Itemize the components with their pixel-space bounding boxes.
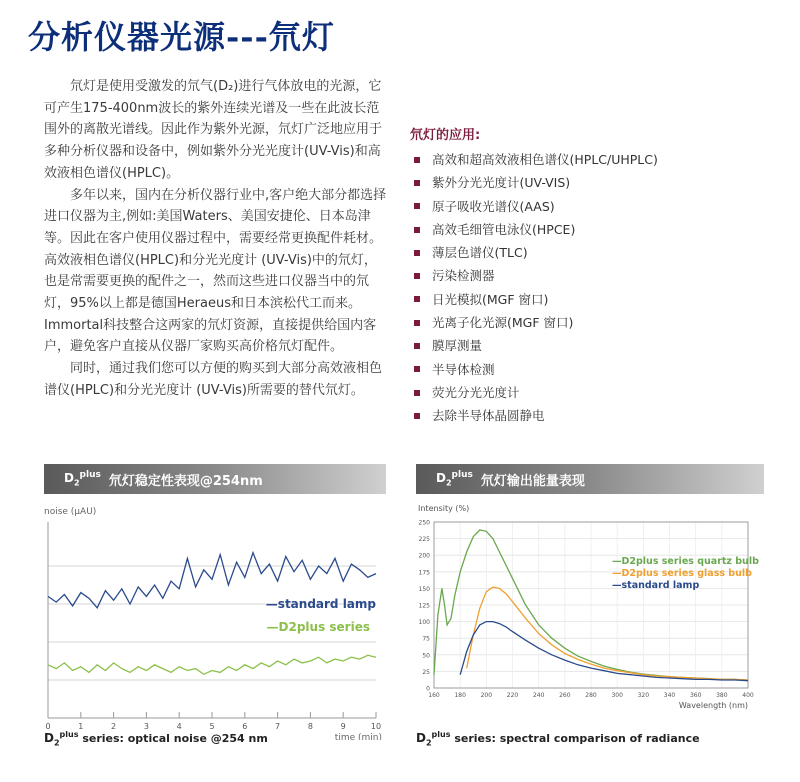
legend-quartz-bulb: —D2plus series quartz bulb (612, 556, 759, 567)
legend-d2plus-series: —D2plus series (266, 620, 370, 634)
noise-y-axis-label: noise (µAU) (44, 507, 97, 517)
x-tick-label: 280 (585, 692, 597, 699)
bullet-square-icon (414, 366, 420, 372)
y-tick-label: 150 (418, 585, 430, 593)
application-item (414, 148, 658, 171)
x-tick-label: 7 (275, 722, 281, 731)
noise-banner-d2plus: $D_2^{plus}$ (64, 470, 101, 488)
x-tick-label: 1 (78, 722, 84, 731)
x-tick-label: 6 (242, 722, 248, 731)
x-tick-label: 380 (716, 692, 728, 699)
bullet-square-icon (414, 343, 420, 349)
application-item-label: 高效和超高效液相色谱仪(HPLC/UHPLC) (432, 152, 658, 167)
spectrum-banner-title: 氘灯输出能量表现 (480, 473, 585, 489)
application-item-label: 原子吸收光谱仪(AAS) (432, 198, 555, 214)
spectrum-chart-caption: $D_2^{plus}$ series: spectral comparison of radiance (416, 730, 700, 748)
legend-standard-lamp: —standard lamp (612, 580, 700, 591)
noise-chart (40, 500, 390, 740)
application-item-label: 半导体检测 (432, 361, 495, 377)
x-tick-label: 4 (176, 722, 182, 731)
series-line-2 (460, 622, 748, 681)
x-tick-label: 180 (454, 692, 466, 699)
x-tick-label: 240 (532, 692, 545, 699)
x-tick-label: 5 (209, 722, 215, 731)
spectrum-banner-d2plus: $D_2^{plus}$ (436, 470, 473, 488)
x-tick-label: 220 (506, 692, 519, 699)
bullet-square-icon (414, 296, 420, 302)
y-tick-label: 225 (418, 536, 430, 544)
y-tick-label: 175 (418, 569, 430, 577)
applications-list (414, 148, 658, 428)
x-tick-label: 360 (689, 692, 702, 699)
application-item (414, 404, 658, 427)
bullet-square-icon (414, 250, 420, 256)
x-tick-label: 400 (742, 692, 754, 699)
application-item-label: 污染检测器 (432, 268, 495, 284)
y-tick-label: 50 (422, 652, 430, 660)
y-tick-label: 100 (418, 619, 430, 627)
noise-x-axis-label: time (min) (334, 733, 382, 740)
application-item (414, 288, 658, 311)
x-tick-label: 340 (663, 692, 676, 699)
x-tick-label: 320 (637, 692, 650, 699)
spectrum-chart (414, 500, 766, 722)
legend-standard-lamp: —standard lamp (265, 597, 376, 611)
noise-banner-title: 氘灯稳定性表现@254nm (108, 473, 263, 489)
application-item-label: 高效毛细管电泳仪(HPCE) (432, 221, 576, 237)
x-tick-label: 200 (480, 692, 493, 699)
bullet-square-icon (414, 180, 420, 186)
x-tick-label: 3 (143, 722, 149, 731)
application-item-label: 日光模拟(MGF 窗口) (432, 291, 549, 307)
application-item-label: 荧光分光光度计 (432, 384, 520, 400)
application-item-label: 紫外分光光度计(UV-VIS) (432, 175, 571, 191)
y-tick-label: 125 (418, 602, 430, 610)
x-tick-label: 8 (307, 722, 313, 731)
x-tick-label: 300 (611, 692, 623, 699)
application-item (414, 218, 658, 241)
application-item-label: 薄层色谱仪(TLC) (432, 245, 528, 261)
application-item (414, 264, 658, 287)
x-tick-label: 2 (111, 722, 117, 731)
spectrum-x-axis-label: Wavelength (nm) (678, 701, 748, 710)
y-tick-label: 200 (418, 552, 430, 560)
bullet-square-icon (414, 273, 420, 279)
y-tick-label: 0 (426, 685, 430, 693)
legend-glass-bulb: —D2plus series glass bulb (612, 568, 752, 579)
application-item (414, 241, 658, 264)
intro-paragraph-3: 同时，通过我们您可以方便的购买到大部分高效液相色谱仪(HPLC)和分光光度计 (UV-Vis)所需要的替代氘灯。 (44, 361, 383, 398)
application-item (414, 311, 658, 334)
intro-text (44, 76, 388, 402)
page-title: 分析仪器光源---氘灯 (28, 18, 335, 56)
application-item (414, 334, 658, 357)
application-item-label: 膜厚测量 (432, 338, 483, 354)
application-item (414, 171, 658, 194)
x-tick-label: 10 (370, 722, 382, 731)
application-item (414, 195, 658, 218)
x-tick-label: 0 (45, 722, 51, 731)
application-item-label: 光离子化光源(MGF 窗口) (432, 315, 574, 331)
y-tick-label: 75 (422, 635, 430, 643)
bullet-square-icon (414, 157, 420, 163)
bullet-square-icon (414, 390, 420, 396)
application-item (414, 358, 658, 381)
intro-paragraph-2: 多年以来，国内在分析仪器行业中,客户绝大部分都选择进口仪器为主,例如:美国Waters、美国安捷伦、日本岛津等。因此在客户使用仪器过程中，需要经常更换配件耗材。高效液相色谱仪(HPLC)和分光光度计 (UV-Vis)中的氘灯，也是常需要更换的配件之一，然而这些进口仪器当中的氘灯，95%以上都是德国Heraeus和日本滨松代工而来。Immortal科技整合这两家的氘灯资源，直接提供给国内客户，避免客户直接从仪器厂家购买高价格氘灯配件。 (44, 187, 387, 355)
series-line-1 (48, 655, 376, 674)
bullet-square-icon (414, 203, 420, 209)
intro-paragraph-1: 氘灯是使用受激发的氘气(D₂)进行气体放电的光源，它可产生175-400nm波长的紫外连续光谱及一些在此波长范围外的离散光谱线。因此作为紫外光源，氘灯广泛地应用于多种分析仪器和设备中，例如紫外分光光度计(UV-Vis)和高效液相色谱仪(HPLC)。 (44, 79, 383, 181)
bullet-square-icon (414, 413, 420, 419)
y-tick-label: 250 (418, 519, 430, 527)
application-item (414, 381, 658, 404)
application-item-label: 去除半导体晶圆静电 (432, 408, 545, 424)
series-line-1 (467, 587, 748, 680)
noise-chart-caption: $D_2^{plus}$ series: optical noise @254 nm (44, 730, 268, 748)
bullet-square-icon (414, 227, 420, 233)
spectrum-chart-banner (416, 464, 764, 494)
bullet-square-icon (414, 320, 420, 326)
x-tick-label: 160 (428, 692, 440, 699)
spectrum-y-axis-label: Intensity (%) (418, 504, 470, 513)
x-tick-label: 9 (340, 722, 346, 731)
y-tick-label: 25 (422, 668, 430, 676)
applications-heading: 氘灯的应用: (410, 128, 481, 143)
noise-chart-banner (44, 464, 386, 494)
x-tick-label: 260 (559, 692, 571, 699)
